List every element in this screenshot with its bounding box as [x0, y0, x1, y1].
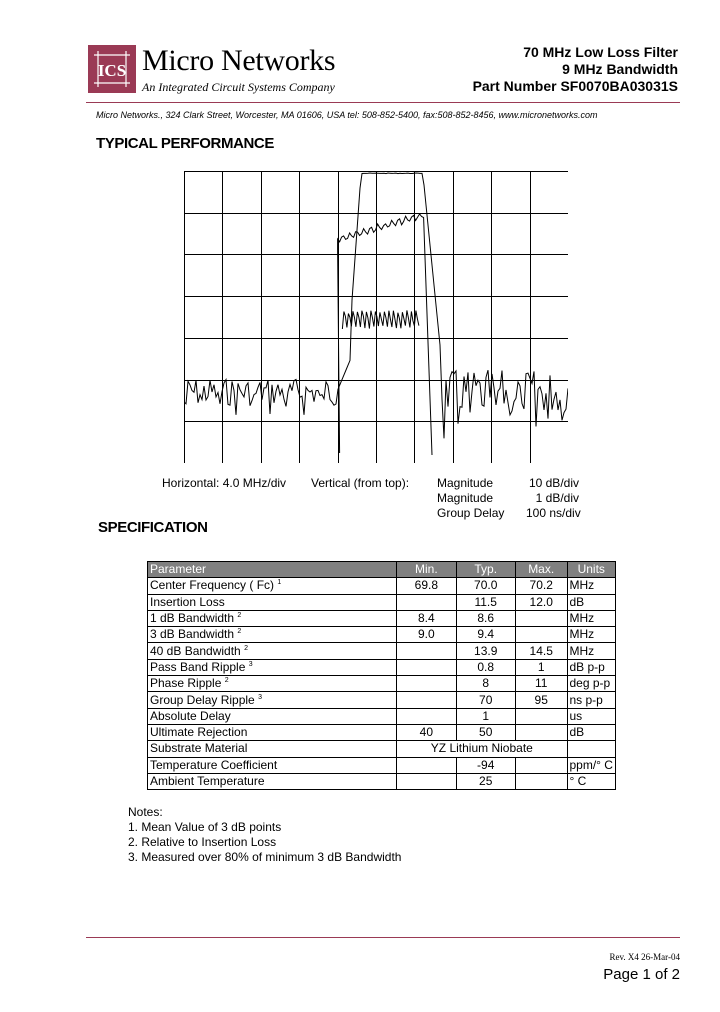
table-row [148, 692, 616, 708]
table-row [148, 757, 616, 773]
note-reference: 3 [258, 693, 262, 701]
units-cell: ns p-p [567, 692, 616, 708]
table-row [148, 643, 616, 659]
note-reference: 2 [244, 644, 248, 652]
min-cell [397, 594, 456, 610]
typ-cell: 8 [456, 676, 515, 692]
units-cell: ppm/° C [567, 757, 616, 773]
legend-trace-labels [437, 476, 504, 521]
company-logo [88, 45, 136, 93]
typ-cell: 11.5 [456, 594, 515, 610]
column-header: Min. [397, 562, 456, 578]
legend-trace-label: Magnitude [437, 491, 494, 505]
note-reference: 3 [248, 660, 253, 668]
min-cell: 40 [397, 724, 456, 740]
parameter-cell: Pass Band Ripple $^3$ [148, 659, 397, 675]
units-cell: MHz [567, 610, 616, 626]
note-reference: 2 [237, 628, 242, 636]
title-line-3: Part Number SF0070BA03031S [472, 78, 678, 94]
min-cell: 9.0 [397, 627, 456, 643]
legend-trace-scale: 100 ns/div [526, 506, 581, 520]
table-row [148, 578, 616, 594]
max-cell: 14.5 [515, 643, 567, 659]
min-cell [397, 708, 456, 724]
legend-trace-label: Magnitude [437, 476, 494, 490]
min-cell [397, 692, 456, 708]
table-row [148, 610, 616, 626]
max-cell [515, 708, 567, 724]
parameter-cell: Substrate Material [148, 741, 397, 757]
units-cell [567, 741, 616, 757]
note-reference: 1 [277, 579, 282, 587]
note-item: 2. Relative to Insertion Loss [128, 835, 277, 849]
units-cell: dB [567, 594, 616, 610]
company-name: Micro Networks [142, 44, 336, 77]
table-body [148, 578, 616, 790]
min-cell: 69.8 [397, 578, 456, 594]
parameter-cell: Temperature Coefficient [148, 757, 397, 773]
note-item: 1. Mean Value of 3 dB points [128, 820, 282, 834]
table-row [148, 724, 616, 740]
company-tagline: An Integrated Circuit Systems Company [142, 80, 335, 94]
min-cell [397, 757, 456, 773]
chart-grid [184, 171, 568, 463]
header-divider [86, 102, 680, 103]
performance-chart [184, 171, 568, 463]
legend-vertical: Vertical (from top): [311, 476, 410, 490]
parameter-cell: Ambient Temperature [148, 773, 397, 789]
parameter-cell: 40 dB Bandwidth $^2$ [148, 643, 397, 659]
max-cell [515, 773, 567, 789]
max-cell [515, 724, 567, 740]
max-cell: 1 [515, 659, 567, 675]
table-row [148, 659, 616, 675]
max-cell [515, 610, 567, 626]
typ-cell: 13.9 [456, 643, 515, 659]
typ-cell: -94 [456, 757, 515, 773]
units-cell: dB p-p [567, 659, 616, 675]
column-header: Parameter [148, 562, 397, 578]
min-cell: 8.4 [397, 610, 456, 626]
typ-cell: 50 [456, 724, 515, 740]
units-cell: MHz [567, 627, 616, 643]
note-reference: 2 [237, 612, 242, 620]
logo-text: ICS [97, 61, 127, 80]
product-title [473, 44, 678, 95]
specification-title: SPECIFICATION [98, 519, 208, 536]
min-cell [397, 643, 456, 659]
table-header-row [148, 562, 616, 578]
legend-trace-label: Group Delay [437, 506, 505, 520]
note-item: 3. Measured over 80% of minimum 3 dB Bandwidth [128, 850, 402, 864]
units-cell: ° C [567, 773, 616, 789]
legend-trace-scale: 1 dB/div [535, 491, 579, 505]
table-row [148, 708, 616, 724]
substrate-value-cell: YZ Lithium Niobate [397, 741, 567, 757]
parameter-cell: Phase Ripple $^2$ [148, 676, 397, 692]
legend-horizontal: Horizontal: 4.0 MHz/div [162, 476, 287, 490]
page-number: Page 1 of 2 [603, 966, 680, 983]
table-row [148, 773, 616, 789]
magnitude-1db-trace [338, 214, 432, 455]
units-cell: us [567, 708, 616, 724]
parameter-cell: Insertion Loss [148, 594, 397, 610]
min-cell [397, 773, 456, 789]
typ-cell: 25 [456, 773, 515, 789]
max-cell [515, 627, 567, 643]
min-cell [397, 659, 456, 675]
title-line-2: 9 MHz Bandwidth [562, 61, 678, 77]
note-reference: 2 [224, 677, 229, 685]
company-address: Micro Networks., 324 Clark Street, Worcester, MA 01606, USA tel: 508-852-5400, fax:508-852-8456, www.micronetworks.com [96, 110, 598, 120]
typ-cell: 70 [456, 692, 515, 708]
typ-cell: 1 [456, 708, 515, 724]
table-row [148, 741, 616, 757]
specification-table [147, 561, 616, 790]
table-row [148, 676, 616, 692]
typ-cell: 0.8 [456, 659, 515, 675]
max-cell: 70.2 [515, 578, 567, 594]
group-delay-trace [342, 310, 419, 329]
notes-title: Notes: [128, 805, 163, 819]
footer-divider [86, 937, 680, 938]
max-cell [515, 757, 567, 773]
typ-cell: 70.0 [456, 578, 515, 594]
units-cell: deg p-p [567, 676, 616, 692]
ics-logo-icon [88, 45, 136, 93]
parameter-cell: Group Delay Ripple $^3$ [148, 692, 397, 708]
column-header: Typ. [456, 562, 515, 578]
column-header: Max. [515, 562, 567, 578]
typ-cell: 8.6 [456, 610, 515, 626]
parameter-cell: Absolute Delay [148, 708, 397, 724]
table-row [148, 594, 616, 610]
max-cell: 12.0 [515, 594, 567, 610]
table-row [148, 627, 616, 643]
notes [128, 805, 401, 865]
typ-cell: 9.4 [456, 627, 515, 643]
units-cell: MHz [567, 643, 616, 659]
max-cell: 95 [515, 692, 567, 708]
revision-label: Rev. X4 26-Mar-04 [609, 952, 680, 962]
parameter-cell: 3 dB Bandwidth $^2$ [148, 627, 397, 643]
typical-performance-title: TYPICAL PERFORMANCE [96, 135, 274, 152]
parameter-cell: Ultimate Rejection [148, 724, 397, 740]
max-cell: 11 [515, 676, 567, 692]
legend-trace-scales [526, 476, 579, 521]
parameter-cell: 1 dB Bandwidth $^2$ [148, 610, 397, 626]
units-cell: MHz [567, 578, 616, 594]
min-cell [397, 676, 456, 692]
title-line-1: 70 MHz Low Loss Filter [523, 44, 678, 60]
units-cell: dB [567, 724, 616, 740]
column-header: Units [567, 562, 616, 578]
legend-trace-scale: 10 dB/div [528, 476, 579, 490]
parameter-cell: Center Frequency ( Fc) $^1$ [148, 578, 397, 594]
